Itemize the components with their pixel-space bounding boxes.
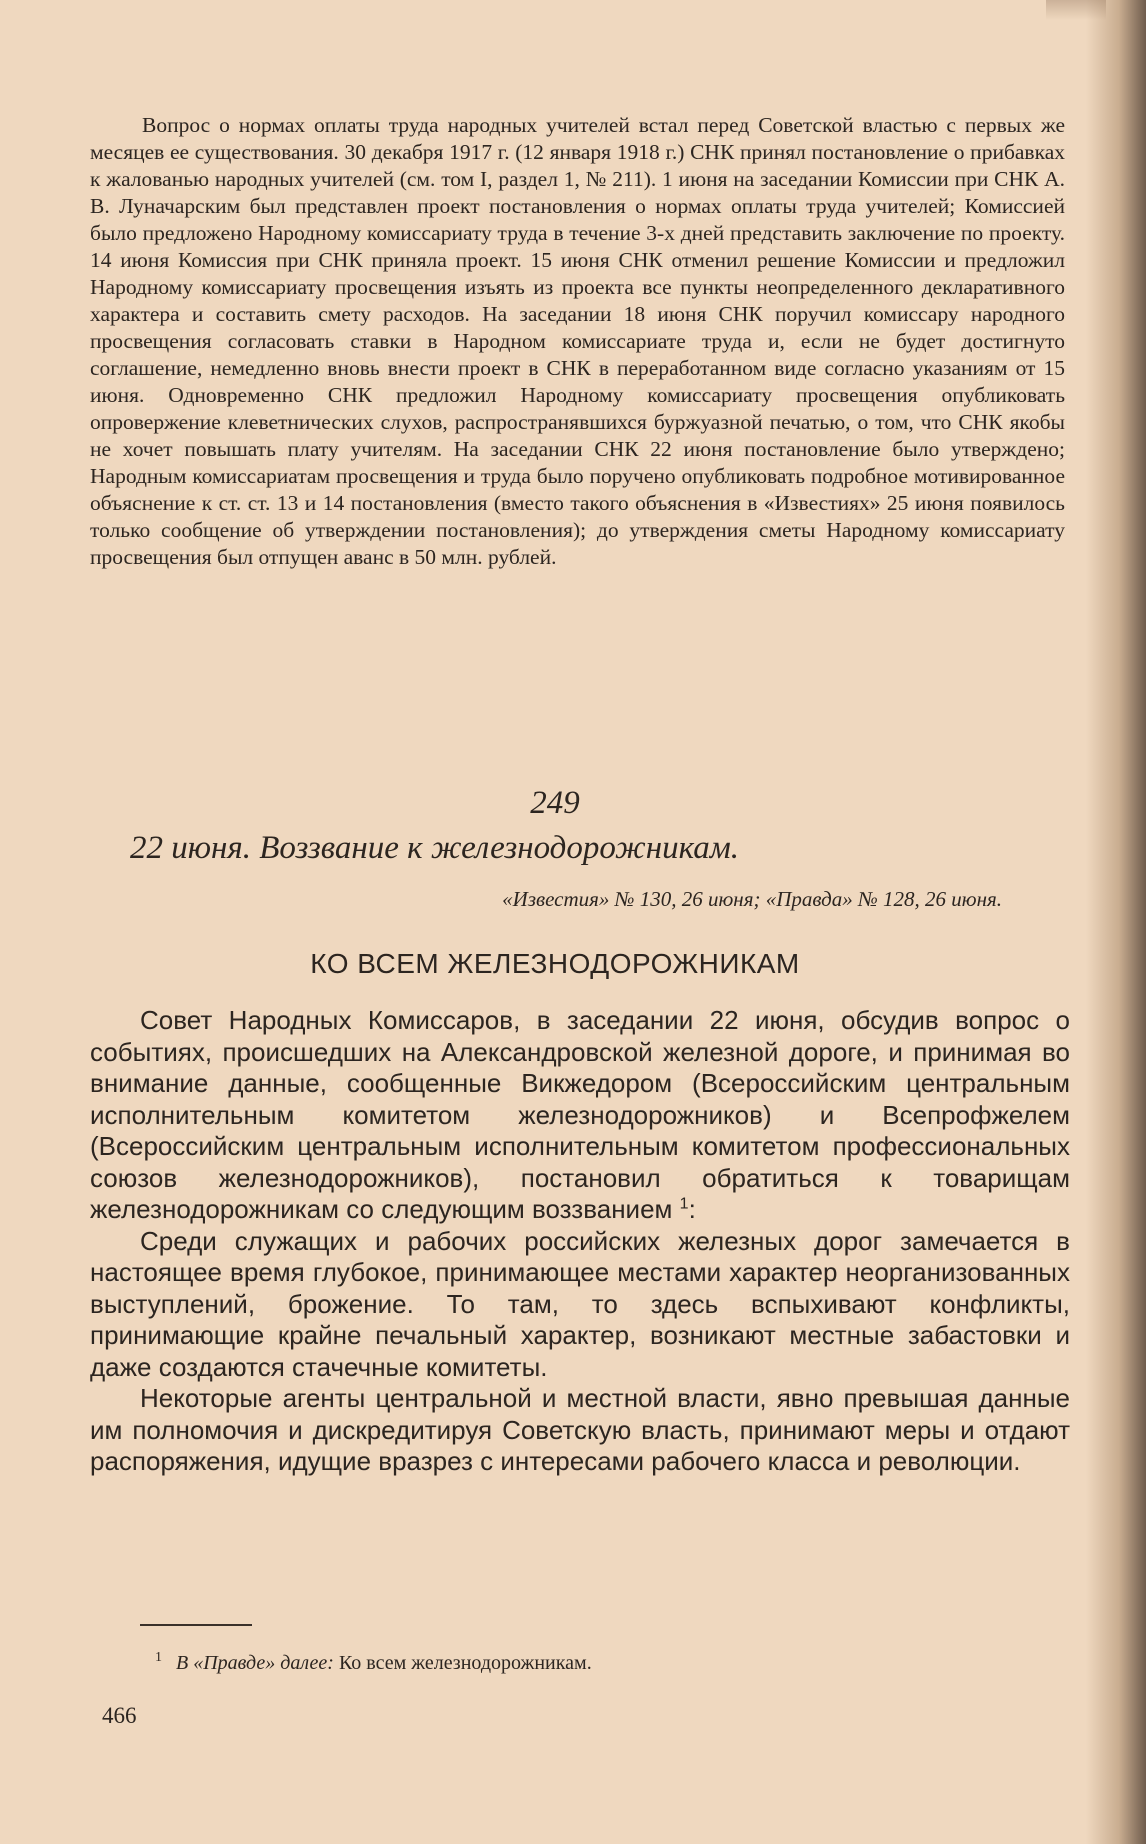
body-paragraph: Среди служащих и рабочих российских железных дорог замечается в настоящее время глубокое, принимающее местами характер неорганизованных выступлений, брожение. То там, то здесь вспыхивают конфликты, принимающие крайне печальный характер, возникают местные забастовки и даже создаются стачечные комитеты. xyxy=(90,1225,1070,1382)
footnote xyxy=(155,1652,592,1675)
paragraph-colon: : xyxy=(688,1194,696,1224)
body-paragraph-text: Совет Народных Комиссаров, в заседании 22 июня, обсудив вопрос о событиях, происшедших на Александровской железной дороге, и принимая во внимание данные, сообщенные Викжедором (Всероссийским центральным исполнительным комитетом железнодорожников) и Всепрофжелем (Всероссийским центральным исполнительным комитетом профессиональных союзов железнодорожников), постановил обратиться к товарищам железнодорожникам со следующим воззванием xyxy=(90,1005,1070,1224)
document-number: 249 xyxy=(530,785,580,821)
page-edge-shadow xyxy=(1046,0,1106,20)
body-paragraph xyxy=(90,1005,1070,1226)
footnote-number: 1 xyxy=(155,1650,162,1666)
footnote-text: Ко всем железнодорожникам. xyxy=(338,1652,592,1674)
page-number: 466 xyxy=(102,1703,137,1728)
document-heading: КО ВСЕМ ЖЕЛЕЗНОДОРОЖНИКАМ xyxy=(310,948,800,979)
footnote-lead: В «Правде» далее: xyxy=(176,1652,334,1674)
footnote-divider xyxy=(140,1624,252,1626)
document-source: «Известия» № 130, 26 июня; «Правда» № 128, 26 июня. xyxy=(502,887,1002,911)
footnote-reference[interactable]: 1 xyxy=(679,1195,689,1213)
document-title: 22 июня. Воззвание к железнодорожникам. xyxy=(130,830,740,866)
document-body xyxy=(90,1005,1070,1478)
book-spine-shadow xyxy=(1086,0,1146,1844)
intro-paragraph: Вопрос о нормах оплаты труда народных учителей встал перед Советской властью с первых же месяцев ее существования. 30 декабря 1917 г. (12 января 1918 г.) СНК принял постановление о прибавках к жалованью народных учителей (см. том I, раздел 1, № 211). 1 июня на заседании Комиссии при СНК А. В. Луначарским был представлен проект постановления о нормах оплаты труда учителей; Комиссией было предложено Народному комиссариату труда в течение 3-х дней представить заключение по проекту. 14 июня Комиссия при СНК приняла проект. 15 июня СНК отменил решение Комиссии и предложил Народному комиссариату просвещения изъять из проекта все пункты неопределенного декларативного характера и составить смету расходов. На заседании 18 июня СНК поручил комиссару народного просвещения согласовать ставки в Народном комиссариате труда и, если не будет достигнуто соглашение, немедленно вновь внести проект в СНК в переработанном виде согласно указаниям от 15 июня. Одновременно СНК предложил Народному комиссариату просвещения опубликовать опровержение клеветнических слухов, распространявшихся буржуазной печатью, о том, что СНК якобы не хочет повышать плату учителям. На заседании СНК 22 июня постановление было утверждено; Народным комиссариатам просвещения и труда было поручено опубликовать подробное мотивированное объяснение к ст. ст. 13 и 14 постановления (вместо такого объяснения в «Известиях» 25 июня появилось только сообщение об утверждении постановления); до утверждения сметы Народному комиссариату просвещения был отпущен аванс в 50 млн. рублей. xyxy=(90,113,1065,569)
body-paragraph: Некоторые агенты центральной и местной власти, явно превышая данные им полномочия и дискредитируя Советскую власть, принимают меры и отдают распоряжения, идущие вразрез с интересами рабочего класса и революции. xyxy=(90,1383,1070,1476)
